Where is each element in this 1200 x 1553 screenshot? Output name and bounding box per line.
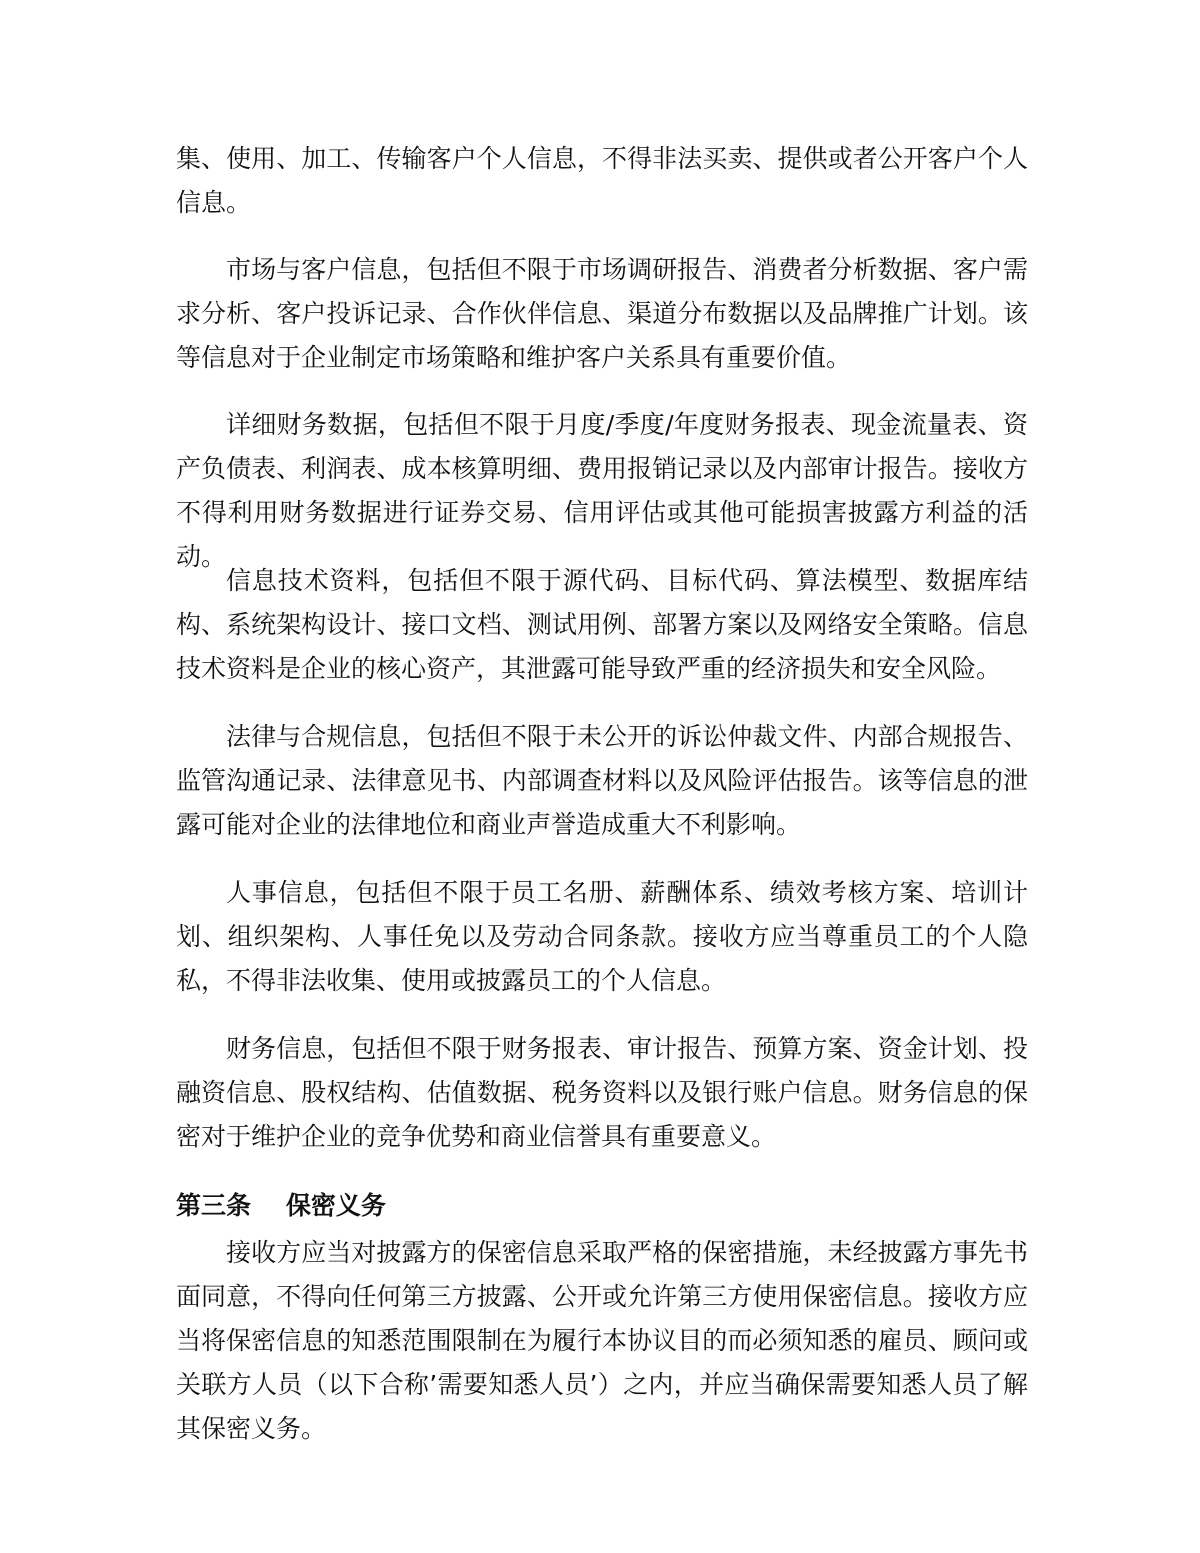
- paragraph-personnel-info: 人事信息，包括但不限于员工名册、薪酬体系、绩效考核方案、培训计划、组织架构、人事任免以及劳动合同条款。接收方应当尊重员工的个人隐私，不得非法收集、使用或披露员工的个人信息。: [176, 878, 1028, 995]
- paragraph-financial-info: 财务信息，包括但不限于财务报表、审计报告、预算方案、资金计划、投融资信息、股权结构、估值数据、税务资料以及银行账户信息。财务信息的保密对于维护企业的竞争优势和商业信誉具有重要意义。: [176, 1034, 1028, 1151]
- paragraph-legal-compliance-info: 法律与合规信息，包括但不限于未公开的诉讼仲裁文件、内部合规报告、监管沟通记录、法律意见书、内部调查材料以及风险评估报告。该等信息的泄露可能对企业的法律地位和商业声誉造成重大不利影响。: [176, 722, 1028, 839]
- paragraph-detailed-financial-data: 详细财务数据，包括但不限于月度/季度/年度财务报表、现金流量表、资产负债表、利润表、成本核算明细、费用报销记录以及内部审计报告。接收方不得利用财务数据进行证券交易、信用评估或其他可能损害披露方利益的活动。: [176, 410, 1028, 571]
- paragraph-continuation: 集、使用、加工、传输客户个人信息，不得非法买卖、提供或者公开客户个人信息。: [176, 144, 1028, 217]
- section-heading: 第三条 保密义务: [176, 1191, 386, 1220]
- paragraph-market-customer-info: 市场与客户信息，包括但不限于市场调研报告、消费者分析数据、客户需求分析、客户投诉记录、合作伙伴信息、渠道分布数据以及品牌推广计划。该等信息对于企业制定市场策略和维护客户关系具有重要价值。: [176, 255, 1028, 372]
- paragraph-confidentiality-obligation: 接收方应当对披露方的保密信息采取严格的保密措施，未经披露方事先书面同意，不得向任何第三方披露、公开或允许第三方使用保密信息。接收方应当将保密信息的知悉范围限制在为履行本协议目的而必须知悉的雇员、顾问或关联方人员（以下合称’需要知悉人员’）之内，并应当确保需要知悉人员了解其保密义务。: [176, 1238, 1028, 1443]
- paragraph-it-materials: 信息技术资料，包括但不限于源代码、目标代码、算法模型、数据库结构、系统架构设计、接口文档、测试用例、部署方案以及网络安全策略。信息技术资料是企业的核心资产，其泄露可能导致严重的经济损失和安全风险。: [176, 566, 1028, 683]
